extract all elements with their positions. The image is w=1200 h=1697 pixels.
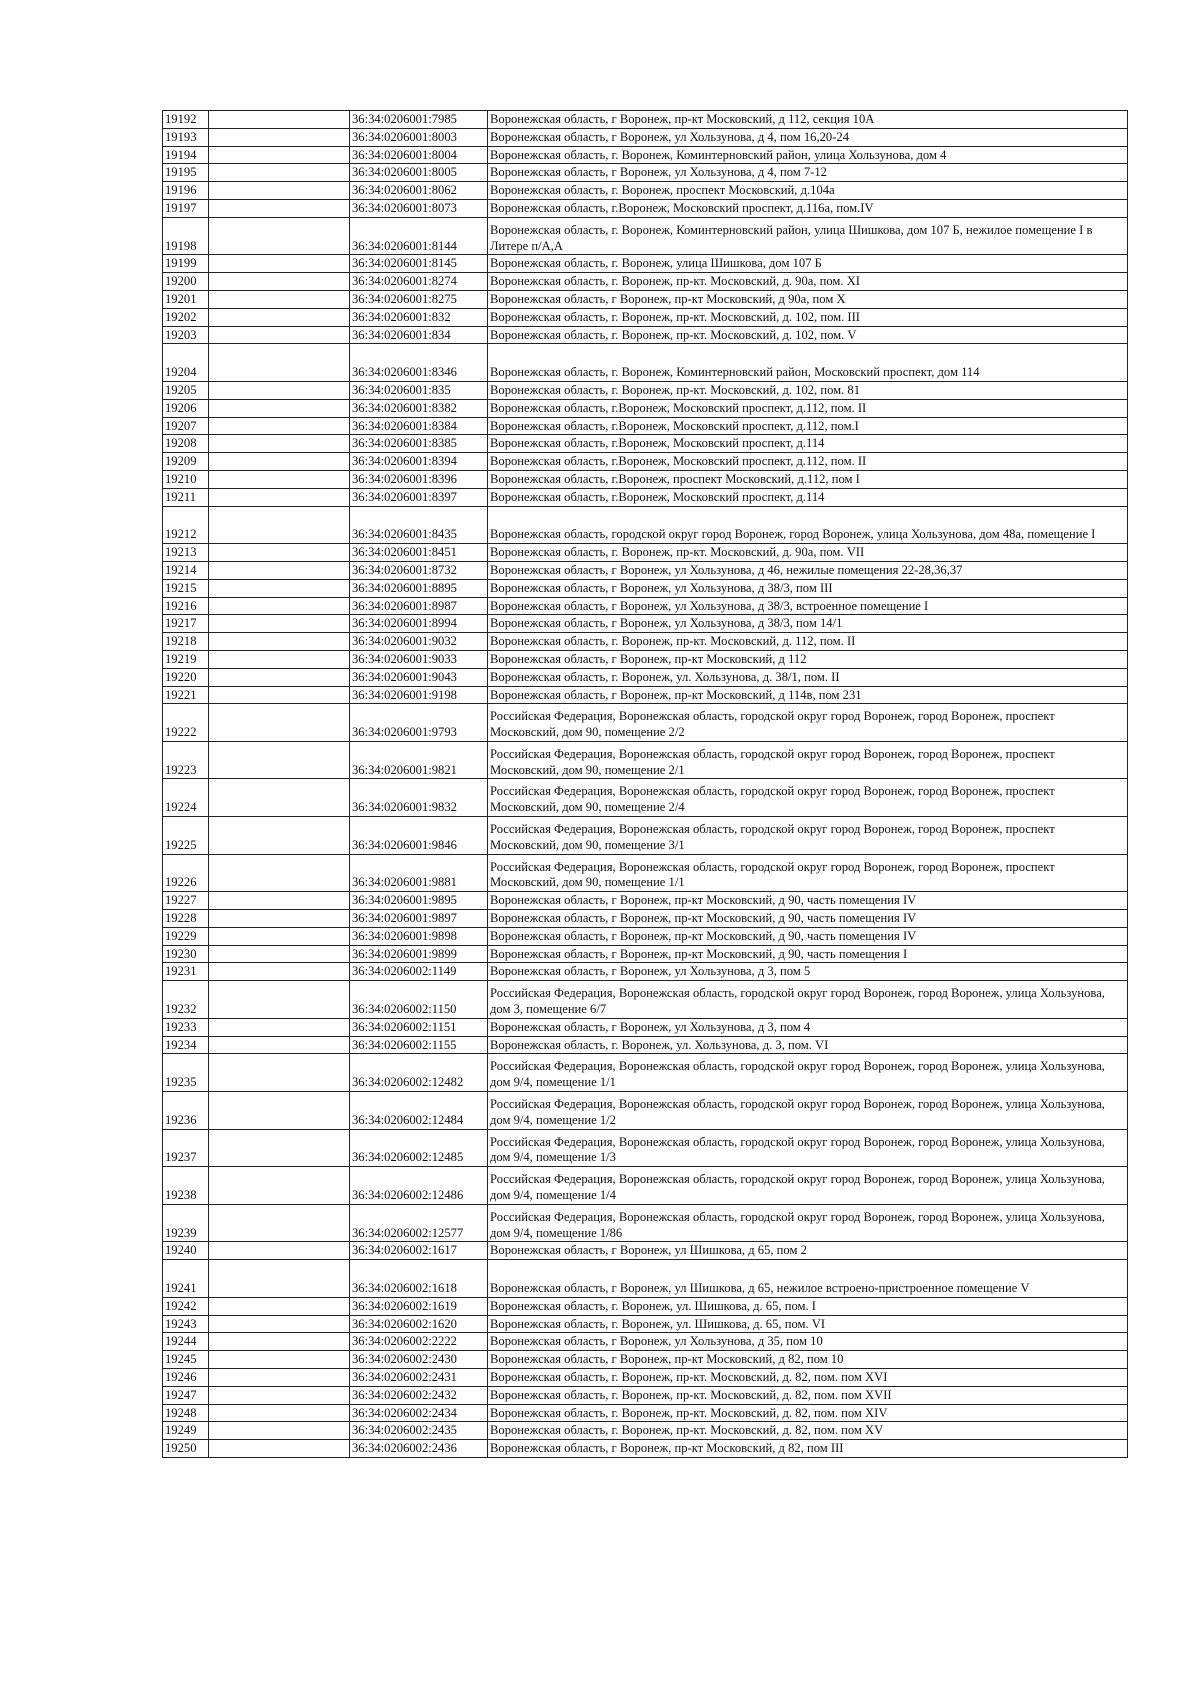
cadastral-number-cell: 36:34:0206001:8145	[350, 255, 488, 273]
cadastral-number-cell: 36:34:0206001:8274	[350, 273, 488, 291]
address-cell: Воронежская область, г. Воронеж, пр-кт. Московский, д. 102, пом. 81	[488, 381, 1128, 399]
cadastral-number-cell: 36:34:0206001:8073	[350, 199, 488, 217]
row-number-cell: 19248	[163, 1404, 209, 1422]
cadastral-number-cell: 36:34:0206002:2222	[350, 1333, 488, 1351]
table-row	[163, 1260, 1128, 1298]
table-row	[163, 544, 1128, 562]
row-number-cell: 19219	[163, 650, 209, 668]
row-number-cell: 19196	[163, 182, 209, 200]
row-number-cell: 19237	[163, 1129, 209, 1167]
table-row	[163, 199, 1128, 217]
row-number-cell: 19246	[163, 1368, 209, 1386]
cadastral-number-cell: 36:34:0206001:8732	[350, 561, 488, 579]
cadastral-number-cell: 36:34:0206001:8385	[350, 435, 488, 453]
row-number-cell: 19225	[163, 817, 209, 855]
address-cell: Воронежская область, городской округ город Воронеж, город Воронеж, улица Хользунова, дом 48а, помещение I	[488, 506, 1128, 544]
blank-cell	[209, 273, 350, 291]
address-cell: Воронежская область, г Воронеж, пр-кт Московский, д 82, пом III	[488, 1440, 1128, 1458]
blank-cell	[209, 650, 350, 668]
blank-cell	[209, 854, 350, 892]
blank-cell	[209, 963, 350, 981]
address-cell: Воронежская область, г Воронеж, ул Хользунова, д 4, пом 7-12	[488, 164, 1128, 182]
blank-cell	[209, 1129, 350, 1167]
blank-cell	[209, 686, 350, 704]
row-number-cell: 19193	[163, 128, 209, 146]
address-cell: Воронежская область, г Воронеж, ул Хользунова, д 4, пом 16,20-24	[488, 128, 1128, 146]
table-row	[163, 650, 1128, 668]
cadastral-number-cell: 36:34:0206001:8994	[350, 615, 488, 633]
row-number-cell: 19212	[163, 506, 209, 544]
table-row	[163, 854, 1128, 892]
table-row	[163, 927, 1128, 945]
row-number-cell: 19203	[163, 326, 209, 344]
table-row	[163, 453, 1128, 471]
cadastral-number-cell: 36:34:0206002:12482	[350, 1054, 488, 1092]
blank-cell	[209, 417, 350, 435]
row-number-cell: 19213	[163, 544, 209, 562]
cadastral-number-cell: 36:34:0206001:9832	[350, 779, 488, 817]
row-number-cell: 19216	[163, 597, 209, 615]
table-row	[163, 1368, 1128, 1386]
blank-cell	[209, 615, 350, 633]
blank-cell	[209, 217, 350, 255]
address-cell: Воронежская область, г Воронеж, пр-кт Московский, д 90, часть помещения IV	[488, 927, 1128, 945]
cadastral-number-cell: 36:34:0206001:9032	[350, 633, 488, 651]
address-cell: Воронежская область, г. Воронеж, пр-кт. Московский, д. 82, пом. пом XIV	[488, 1404, 1128, 1422]
row-number-cell: 19230	[163, 945, 209, 963]
address-cell: Воронежская область, г Воронеж, пр-кт Московский, д 114в, пом 231	[488, 686, 1128, 704]
cadastral-number-cell: 36:34:0206001:9793	[350, 704, 488, 742]
row-number-cell: 19241	[163, 1260, 209, 1298]
blank-cell	[209, 164, 350, 182]
blank-cell	[209, 981, 350, 1019]
row-number-cell: 19233	[163, 1018, 209, 1036]
blank-cell	[209, 1440, 350, 1458]
address-cell: Воронежская область, г. Воронеж, Коминтерновский район, Московский проспект, дом 114	[488, 344, 1128, 382]
cadastral-number-cell: 36:34:0206001:9895	[350, 892, 488, 910]
address-cell: Воронежская область, г. Воронеж, пр-кт. Московский, д. 112, пом. II	[488, 633, 1128, 651]
address-cell: Воронежская область, г.Воронеж, Московский проспект, д.114	[488, 488, 1128, 506]
blank-cell	[209, 308, 350, 326]
table-row	[163, 255, 1128, 273]
cadastral-number-cell: 36:34:0206002:2430	[350, 1351, 488, 1369]
address-cell: Воронежская область, г Воронеж, ул Хользунова, д 3, пом 5	[488, 963, 1128, 981]
cadastral-number-cell: 36:34:0206001:832	[350, 308, 488, 326]
address-cell: Воронежская область, г Воронеж, пр-кт Московский, д 90, часть помещения I	[488, 945, 1128, 963]
row-number-cell: 19197	[163, 199, 209, 217]
row-number-cell: 19244	[163, 1333, 209, 1351]
table-row	[163, 668, 1128, 686]
blank-cell	[209, 544, 350, 562]
property-table	[162, 110, 1128, 1458]
table-row	[163, 273, 1128, 291]
address-cell: Воронежская область, г Воронеж, ул Хользунова, д 38/3, пом 14/1	[488, 615, 1128, 633]
table-row	[163, 1018, 1128, 1036]
address-cell: Воронежская область, г. Воронеж, пр-кт. Московский, д. 82, пом. пом XVII	[488, 1386, 1128, 1404]
address-cell: Воронежская область, г. Воронеж, пр-кт. Московский, д. 102, пом. III	[488, 308, 1128, 326]
cadastral-number-cell: 36:34:0206002:2431	[350, 1368, 488, 1386]
cadastral-number-cell: 36:34:0206002:2432	[350, 1386, 488, 1404]
blank-cell	[209, 1315, 350, 1333]
table-row	[163, 470, 1128, 488]
cadastral-number-cell: 36:34:0206001:8987	[350, 597, 488, 615]
blank-cell	[209, 1036, 350, 1054]
cadastral-number-cell: 36:34:0206001:8144	[350, 217, 488, 255]
table-row	[163, 488, 1128, 506]
address-cell: Российская Федерация, Воронежская область, городской округ город Воронеж, город Воронеж, улица Хользунова, дом 3, помещение 6/7	[488, 981, 1128, 1019]
row-number-cell: 19243	[163, 1315, 209, 1333]
cadastral-number-cell: 36:34:0206002:12485	[350, 1129, 488, 1167]
cadastral-number-cell: 36:34:0206001:8005	[350, 164, 488, 182]
blank-cell	[209, 1092, 350, 1130]
table-row	[163, 111, 1128, 129]
address-cell: Воронежская область, г Воронеж, пр-кт Московский, д 112	[488, 650, 1128, 668]
row-number-cell: 19242	[163, 1297, 209, 1315]
address-cell: Воронежская область, г Воронеж, ул Хользунова, д 3, пом 4	[488, 1018, 1128, 1036]
row-number-cell: 19201	[163, 290, 209, 308]
cadastral-number-cell: 36:34:0206002:1618	[350, 1260, 488, 1298]
cadastral-number-cell: 36:34:0206001:9899	[350, 945, 488, 963]
row-number-cell: 19223	[163, 741, 209, 779]
table-row	[163, 435, 1128, 453]
cadastral-number-cell: 36:34:0206001:9198	[350, 686, 488, 704]
table-row	[163, 1204, 1128, 1242]
cadastral-number-cell: 36:34:0206001:8435	[350, 506, 488, 544]
address-cell: Воронежская область, г Воронеж, пр-кт Московский, д 90а, пом X	[488, 290, 1128, 308]
blank-cell	[209, 741, 350, 779]
cadastral-number-cell: 36:34:0206001:9897	[350, 910, 488, 928]
cadastral-number-cell: 36:34:0206002:2435	[350, 1422, 488, 1440]
cadastral-number-cell: 36:34:0206002:1149	[350, 963, 488, 981]
row-number-cell: 19240	[163, 1242, 209, 1260]
cadastral-number-cell: 36:34:0206001:8451	[350, 544, 488, 562]
cadastral-number-cell: 36:34:0206001:834	[350, 326, 488, 344]
cadastral-number-cell: 36:34:0206001:8382	[350, 399, 488, 417]
cadastral-number-cell: 36:34:0206001:8394	[350, 453, 488, 471]
table-row	[163, 579, 1128, 597]
table-row	[163, 290, 1128, 308]
table-row	[163, 217, 1128, 255]
cadastral-number-cell: 36:34:0206001:7985	[350, 111, 488, 129]
cadastral-number-cell: 36:34:0206001:8895	[350, 579, 488, 597]
blank-cell	[209, 1386, 350, 1404]
table-row	[163, 686, 1128, 704]
row-number-cell: 19229	[163, 927, 209, 945]
address-cell: Воронежская область, г.Воронеж, Московский проспект, д.112, пом. II	[488, 399, 1128, 417]
table-row	[163, 344, 1128, 382]
table-row	[163, 615, 1128, 633]
table-row	[163, 1422, 1128, 1440]
table-row	[163, 1404, 1128, 1422]
cadastral-number-cell: 36:34:0206002:1155	[350, 1036, 488, 1054]
address-cell: Воронежская область, г Воронеж, ул Хользунова, д 38/3, встроенное помещение I	[488, 597, 1128, 615]
row-number-cell: 19239	[163, 1204, 209, 1242]
row-number-cell: 19249	[163, 1422, 209, 1440]
address-cell: Воронежская область, г Воронеж, ул Шишкова, д 65, нежилое встроено-пристроенное помещение V	[488, 1260, 1128, 1298]
row-number-cell: 19220	[163, 668, 209, 686]
address-cell: Воронежская область, г.Воронеж, Московский проспект, д.116а, пом.IV	[488, 199, 1128, 217]
blank-cell	[209, 1260, 350, 1298]
address-cell: Российская Федерация, Воронежская область, городской округ город Воронеж, город Воронеж, улица Хользунова, дом 9/4, помещение 1/86	[488, 1204, 1128, 1242]
blank-cell	[209, 326, 350, 344]
blank-cell	[209, 1368, 350, 1386]
cadastral-number-cell: 36:34:0206001:8004	[350, 146, 488, 164]
table-row	[163, 779, 1128, 817]
cadastral-number-cell: 36:34:0206002:12577	[350, 1204, 488, 1242]
cadastral-number-cell: 36:34:0206001:8062	[350, 182, 488, 200]
address-cell: Российская Федерация, Воронежская область, городской округ город Воронеж, город Воронеж, проспект Московский, дом 90, помещение 2/4	[488, 779, 1128, 817]
blank-cell	[209, 1422, 350, 1440]
address-cell: Воронежская область, г.Воронеж, Московский проспект, д.112, пом.I	[488, 417, 1128, 435]
blank-cell	[209, 1297, 350, 1315]
blank-cell	[209, 1018, 350, 1036]
address-cell: Воронежская область, г Воронеж, ул Хользунова, д 46, нежилые помещения 22-28,36,37	[488, 561, 1128, 579]
cadastral-number-cell: 36:34:0206002:2434	[350, 1404, 488, 1422]
table-row	[163, 506, 1128, 544]
row-number-cell: 19231	[163, 963, 209, 981]
table-row	[163, 597, 1128, 615]
row-number-cell: 19210	[163, 470, 209, 488]
table-row	[163, 1297, 1128, 1315]
address-cell: Воронежская область, г. Воронеж, проспект Московский, д.104а	[488, 182, 1128, 200]
blank-cell	[209, 399, 350, 417]
row-number-cell: 19217	[163, 615, 209, 633]
cadastral-number-cell: 36:34:0206001:8003	[350, 128, 488, 146]
cadastral-number-cell: 36:34:0206001:9043	[350, 668, 488, 686]
table-row	[163, 1129, 1128, 1167]
table-row	[163, 945, 1128, 963]
row-number-cell: 19236	[163, 1092, 209, 1130]
blank-cell	[209, 381, 350, 399]
table-row	[163, 146, 1128, 164]
blank-cell	[209, 597, 350, 615]
table-row	[163, 963, 1128, 981]
blank-cell	[209, 128, 350, 146]
address-cell: Воронежская область, г. Воронеж, улица Шишкова, дом 107 Б	[488, 255, 1128, 273]
table-row	[163, 308, 1128, 326]
row-number-cell: 19192	[163, 111, 209, 129]
row-number-cell: 19198	[163, 217, 209, 255]
row-number-cell: 19228	[163, 910, 209, 928]
address-cell: Воронежская область, г Воронеж, ул Хользунова, д 35, пом 10	[488, 1333, 1128, 1351]
address-cell: Российская Федерация, Воронежская область, городской округ город Воронеж, город Воронеж, улица Хользунова, дом 9/4, помещение 1/3	[488, 1129, 1128, 1167]
cadastral-number-cell: 36:34:0206001:9846	[350, 817, 488, 855]
blank-cell	[209, 704, 350, 742]
table-row	[163, 1333, 1128, 1351]
table-row	[163, 1315, 1128, 1333]
address-cell: Воронежская область, г. Воронеж, пр-кт. Московский, д. 82, пом. пом XVI	[488, 1368, 1128, 1386]
table-row	[163, 1167, 1128, 1205]
cadastral-number-cell: 36:34:0206001:8346	[350, 344, 488, 382]
cadastral-number-cell: 36:34:0206001:8384	[350, 417, 488, 435]
row-number-cell: 19214	[163, 561, 209, 579]
address-cell: Воронежская область, г. Воронеж, пр-кт. Московский, д. 102, пом. V	[488, 326, 1128, 344]
row-number-cell: 19209	[163, 453, 209, 471]
cadastral-number-cell: 36:34:0206001:8275	[350, 290, 488, 308]
blank-cell	[209, 892, 350, 910]
table-row	[163, 1092, 1128, 1130]
address-cell: Воронежская область, г.Воронеж, проспект Московский, д.112, пом I	[488, 470, 1128, 488]
row-number-cell: 19235	[163, 1054, 209, 1092]
address-cell: Российская Федерация, Воронежская область, городской округ город Воронеж, город Воронеж, проспект Московский, дом 90, помещение 3/1	[488, 817, 1128, 855]
row-number-cell: 19195	[163, 164, 209, 182]
row-number-cell: 19206	[163, 399, 209, 417]
cadastral-number-cell: 36:34:0206001:8397	[350, 488, 488, 506]
cadastral-number-cell: 36:34:0206002:2436	[350, 1440, 488, 1458]
blank-cell	[209, 435, 350, 453]
row-number-cell: 19194	[163, 146, 209, 164]
row-number-cell: 19250	[163, 1440, 209, 1458]
table-row	[163, 1036, 1128, 1054]
row-number-cell: 19211	[163, 488, 209, 506]
cadastral-number-cell: 36:34:0206002:12486	[350, 1167, 488, 1205]
blank-cell	[209, 561, 350, 579]
row-number-cell: 19226	[163, 854, 209, 892]
blank-cell	[209, 927, 350, 945]
address-cell: Воронежская область, г Воронеж, ул Шишкова, д 65, пом 2	[488, 1242, 1128, 1260]
blank-cell	[209, 1333, 350, 1351]
blank-cell	[209, 779, 350, 817]
table-row	[163, 561, 1128, 579]
cadastral-number-cell: 36:34:0206002:1150	[350, 981, 488, 1019]
cadastral-number-cell: 36:34:0206002:1151	[350, 1018, 488, 1036]
row-number-cell: 19227	[163, 892, 209, 910]
address-cell: Российская Федерация, Воронежская область, городской округ город Воронеж, город Воронеж, проспект Московский, дом 90, помещение 1/1	[488, 854, 1128, 892]
address-cell: Российская Федерация, Воронежская область, городской округ город Воронеж, город Воронеж, улица Хользунова, дом 9/4, помещение 1/2	[488, 1092, 1128, 1130]
row-number-cell: 19204	[163, 344, 209, 382]
table-row	[163, 381, 1128, 399]
blank-cell	[209, 579, 350, 597]
table-row	[163, 417, 1128, 435]
blank-cell	[209, 1404, 350, 1422]
table-row	[163, 1054, 1128, 1092]
address-cell: Воронежская область, г Воронеж, пр-кт Московский, д 90, часть помещения IV	[488, 910, 1128, 928]
table-row	[163, 910, 1128, 928]
table-row	[163, 399, 1128, 417]
blank-cell	[209, 182, 350, 200]
address-cell: Воронежская область, г. Воронеж, ул. Шишкова, д. 65, пом. I	[488, 1297, 1128, 1315]
address-cell: Воронежская область, г. Воронеж, пр-кт. Московский, д. 90а, пом. XI	[488, 273, 1128, 291]
address-cell: Воронежская область, г Воронеж, ул Хользунова, д 38/3, пом III	[488, 579, 1128, 597]
cadastral-number-cell: 36:34:0206002:12484	[350, 1092, 488, 1130]
row-number-cell: 19221	[163, 686, 209, 704]
address-cell: Российская Федерация, Воронежская область, городской округ город Воронеж, город Воронеж, проспект Московский, дом 90, помещение 2/1	[488, 741, 1128, 779]
address-cell: Воронежская область, г. Воронеж, ул. Хользунова, д. 38/1, пом. II	[488, 668, 1128, 686]
table-row	[163, 981, 1128, 1019]
cadastral-number-cell: 36:34:0206001:9821	[350, 741, 488, 779]
row-number-cell: 19199	[163, 255, 209, 273]
blank-cell	[209, 344, 350, 382]
table-row	[163, 326, 1128, 344]
address-cell: Воронежская область, г.Воронеж, Московский проспект, д.114	[488, 435, 1128, 453]
cadastral-number-cell: 36:34:0206001:9033	[350, 650, 488, 668]
cadastral-number-cell: 36:34:0206002:1620	[350, 1315, 488, 1333]
row-number-cell: 19232	[163, 981, 209, 1019]
address-cell: Воронежская область, г. Воронеж, пр-кт. Московский, д. 82, пом. пом XV	[488, 1422, 1128, 1440]
blank-cell	[209, 255, 350, 273]
row-number-cell: 19200	[163, 273, 209, 291]
table-row	[163, 817, 1128, 855]
table-row	[163, 1242, 1128, 1260]
cadastral-number-cell: 36:34:0206002:1617	[350, 1242, 488, 1260]
address-cell: Воронежская область, г. Воронеж, пр-кт. Московский, д. 90а, пом. VII	[488, 544, 1128, 562]
blank-cell	[209, 945, 350, 963]
cadastral-number-cell: 36:34:0206001:9881	[350, 854, 488, 892]
property-table-body	[163, 111, 1128, 1458]
row-number-cell: 19207	[163, 417, 209, 435]
blank-cell	[209, 1054, 350, 1092]
row-number-cell: 19222	[163, 704, 209, 742]
blank-cell	[209, 668, 350, 686]
table-row	[163, 704, 1128, 742]
address-cell: Воронежская область, г. Воронеж, ул. Шишкова, д. 65, пом. VI	[488, 1315, 1128, 1333]
table-row	[163, 1440, 1128, 1458]
row-number-cell: 19208	[163, 435, 209, 453]
address-cell: Воронежская область, г.Воронеж, Московский проспект, д.112, пом. II	[488, 453, 1128, 471]
blank-cell	[209, 290, 350, 308]
row-number-cell: 19238	[163, 1167, 209, 1205]
address-cell: Воронежская область, г Воронеж, пр-кт Московский, д 82, пом 10	[488, 1351, 1128, 1369]
blank-cell	[209, 1167, 350, 1205]
table-row	[163, 633, 1128, 651]
table-row	[163, 741, 1128, 779]
address-cell: Воронежская область, г. Воронеж, ул. Хользунова, д. 3, пом. VI	[488, 1036, 1128, 1054]
table-row	[163, 164, 1128, 182]
blank-cell	[209, 1204, 350, 1242]
blank-cell	[209, 199, 350, 217]
address-cell: Российская Федерация, Воронежская область, городской округ город Воронеж, город Воронеж, проспект Московский, дом 90, помещение 2/2	[488, 704, 1128, 742]
cadastral-number-cell: 36:34:0206001:9898	[350, 927, 488, 945]
row-number-cell: 19218	[163, 633, 209, 651]
table-row	[163, 892, 1128, 910]
blank-cell	[209, 470, 350, 488]
blank-cell	[209, 506, 350, 544]
row-number-cell: 19245	[163, 1351, 209, 1369]
blank-cell	[209, 111, 350, 129]
table-row	[163, 1386, 1128, 1404]
blank-cell	[209, 1351, 350, 1369]
blank-cell	[209, 633, 350, 651]
blank-cell	[209, 910, 350, 928]
cadastral-number-cell: 36:34:0206001:8396	[350, 470, 488, 488]
address-cell: Российская Федерация, Воронежская область, городской округ город Воронеж, город Воронеж, улица Хользунова, дом 9/4, помещение 1/4	[488, 1167, 1128, 1205]
address-cell: Воронежская область, г Воронеж, пр-кт Московский, д 90, часть помещения IV	[488, 892, 1128, 910]
row-number-cell: 19215	[163, 579, 209, 597]
row-number-cell: 19202	[163, 308, 209, 326]
row-number-cell: 19247	[163, 1386, 209, 1404]
cadastral-number-cell: 36:34:0206002:1619	[350, 1297, 488, 1315]
blank-cell	[209, 453, 350, 471]
cadastral-number-cell: 36:34:0206001:835	[350, 381, 488, 399]
address-cell: Российская Федерация, Воронежская область, городской округ город Воронеж, город Воронеж, улица Хользунова, дом 9/4, помещение 1/1	[488, 1054, 1128, 1092]
table-row	[163, 182, 1128, 200]
table-row	[163, 1351, 1128, 1369]
row-number-cell: 19234	[163, 1036, 209, 1054]
blank-cell	[209, 817, 350, 855]
row-number-cell: 19224	[163, 779, 209, 817]
address-cell: Воронежская область, г. Воронеж, Коминтерновский район, улица Хользунова, дом 4	[488, 146, 1128, 164]
blank-cell	[209, 146, 350, 164]
address-cell: Воронежская область, г. Воронеж, Коминтерновский район, улица Шишкова, дом 107 Б, нежилое помещение I в Литере п/А,А	[488, 217, 1128, 255]
row-number-cell: 19205	[163, 381, 209, 399]
address-cell: Воронежская область, г Воронеж, пр-кт Московский, д 112, секция 10А	[488, 111, 1128, 129]
blank-cell	[209, 488, 350, 506]
table-row	[163, 128, 1128, 146]
blank-cell	[209, 1242, 350, 1260]
